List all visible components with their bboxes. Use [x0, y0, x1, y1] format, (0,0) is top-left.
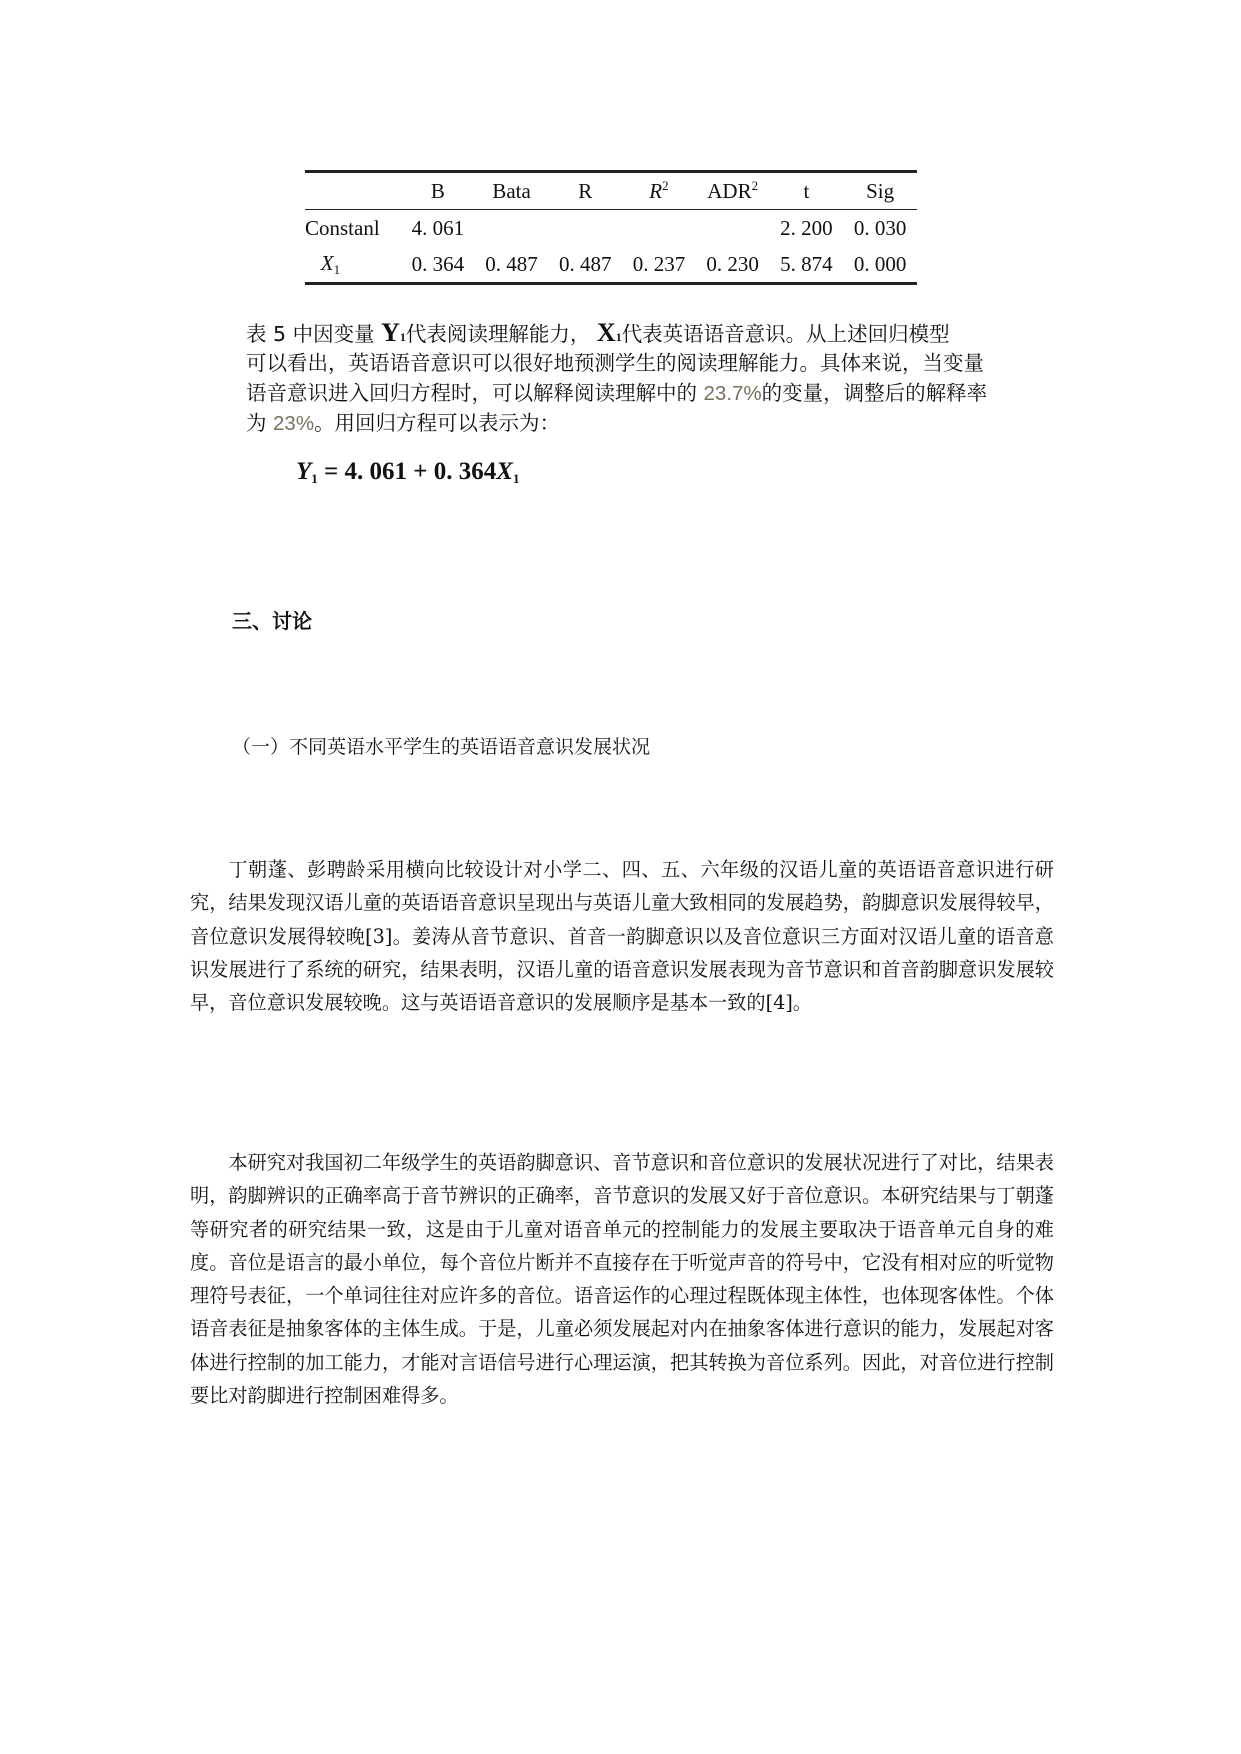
text-run: 代表阅读理解能力，: [405, 322, 591, 346]
table-cell: 5. 874: [780, 251, 833, 276]
table-cell: 0. 487: [485, 251, 538, 276]
table-cell: 0. 364: [411, 251, 465, 276]
table-cell: 2. 200: [780, 215, 833, 240]
table-cell: 0. 237: [632, 251, 686, 276]
row-label-x1: [305, 246, 401, 284]
table-cell: [622, 210, 696, 247]
table-cell: 4. 061: [411, 215, 465, 240]
table-header-t: t: [803, 178, 810, 203]
table-header-r: R: [578, 178, 593, 203]
adr-text: ADR: [707, 179, 752, 203]
explanation-line: [246, 378, 1036, 408]
table-row: [305, 246, 917, 284]
r-sup: 2: [662, 178, 669, 193]
text-run: 的变量，调整后的解释率: [761, 381, 988, 405]
eq-var-sub: 1: [512, 471, 520, 486]
x-symbol: X: [596, 318, 616, 347]
table-cell: [548, 210, 622, 247]
x-subscript: 1: [615, 330, 622, 344]
text-run: 。用回归方程可以表示为：: [314, 411, 561, 435]
eq-lhs: Y: [296, 458, 312, 485]
adr-sup: 2: [751, 178, 759, 193]
r-letter: R: [649, 179, 663, 203]
table-header-r-squared: [622, 172, 696, 210]
text-run: 语音意识进入回归方程时，可以解释阅读理解中的: [246, 381, 704, 405]
regression-explanation: [246, 318, 1036, 438]
body-paragraph: 本研究对我国初二年级学生的英语韵脚意识、音节意识和音位意识的发展状况进行了对比，结果表明，韵脚辨识的正确率高于音节辨识的正确率，音节意识的发展又好于音位意识。本研究结果与丁朝蓬等研究者的研究结果一致，这是由于儿童对语音单元的控制能力的发展主要取决于语音单元自身的难度。音位是语言的最小单位，每个音位片断并不直接存在于听觉声音的符号中，它没有相对应的听觉物理符号表征，一个单词往往对应许多的音位。语音运作的心理过程既体现主体性，也体现客体性。个体语音表征是抽象客体的主体生成。于是，儿童必须发展起对内在抽象客体进行意识的能力，发展起对客体进行控制的加工能力，才能对言语信号进行心理运演，把其转换为音位系列。因此，对音位进行控制要比对韵脚进行控制困难得多。: [190, 1151, 1054, 1408]
eq-rhs: = 4. 061 + 0. 364: [317, 458, 497, 485]
text-run: 表 5 中因变量: [246, 322, 382, 346]
subsection-heading: （一）不同英语水平学生的英语语音意识发展状况: [232, 736, 651, 758]
regression-equation: [296, 458, 519, 487]
text-run: 为: [246, 411, 274, 435]
table-header-bata: Bata: [492, 178, 531, 203]
table-header-b: B: [430, 178, 445, 203]
table-header-adr-squared: [696, 172, 770, 210]
explanation-line: [246, 318, 1036, 348]
table-cell: 0. 230: [706, 251, 759, 276]
table-cell: 0. 487: [559, 251, 612, 276]
table-cell: 0. 000: [853, 251, 907, 276]
percent-value: 23%: [273, 412, 315, 435]
section-heading: 三、讨论: [232, 609, 312, 633]
regression-table: [305, 170, 917, 285]
eq-lhs-sub: 1: [311, 471, 318, 486]
table-header-blank: [305, 172, 401, 210]
explanation-line: 可以看出，英语语音意识可以很好地预测学生的阅读理解能力。具体来说，当变量: [246, 351, 984, 375]
regression-table-grid: [305, 170, 917, 285]
x-letter: X: [320, 250, 334, 275]
explanation-line: [246, 408, 1036, 438]
table-row: [305, 210, 917, 247]
table-header-sig: Sig: [866, 178, 895, 203]
body-paragraph: 丁朝蓬、彭聘龄采用横向比较设计对小学二、四、五、六年级的汉语儿童的英语语音意识进行研究，结果发现汉语儿童的英语语音意识呈现出与英语儿童大致相同的发展趋势，韵脚意识发展得较早，音位意识发展得较晚[3]。姜涛从音节意识、首音一韵脚意识以及音位意识三方面对汉语儿童的语音意识发展进行了系统的研究，结果表明，汉语儿童的语音意识发展表现为音节意识和首音韵脚意识发展较早，音位意识发展较晚。这与英语语音意识的发展顺序是基本一致的[4]。: [190, 858, 1054, 1015]
table-cell: 0. 030: [853, 215, 907, 240]
eq-var: X: [496, 458, 513, 485]
row-label-constant: Constanl: [305, 215, 380, 240]
table-cell: [696, 210, 770, 247]
text-run: 代表英语语音意识。从上述回归模型: [621, 322, 950, 346]
x-sub: 1: [333, 261, 341, 277]
table-header-row: [305, 172, 917, 210]
y-subscript: 1: [399, 330, 406, 344]
table-cell: [475, 210, 549, 247]
percent-value: 23.7%: [703, 382, 762, 405]
y-symbol: Y: [381, 318, 400, 347]
